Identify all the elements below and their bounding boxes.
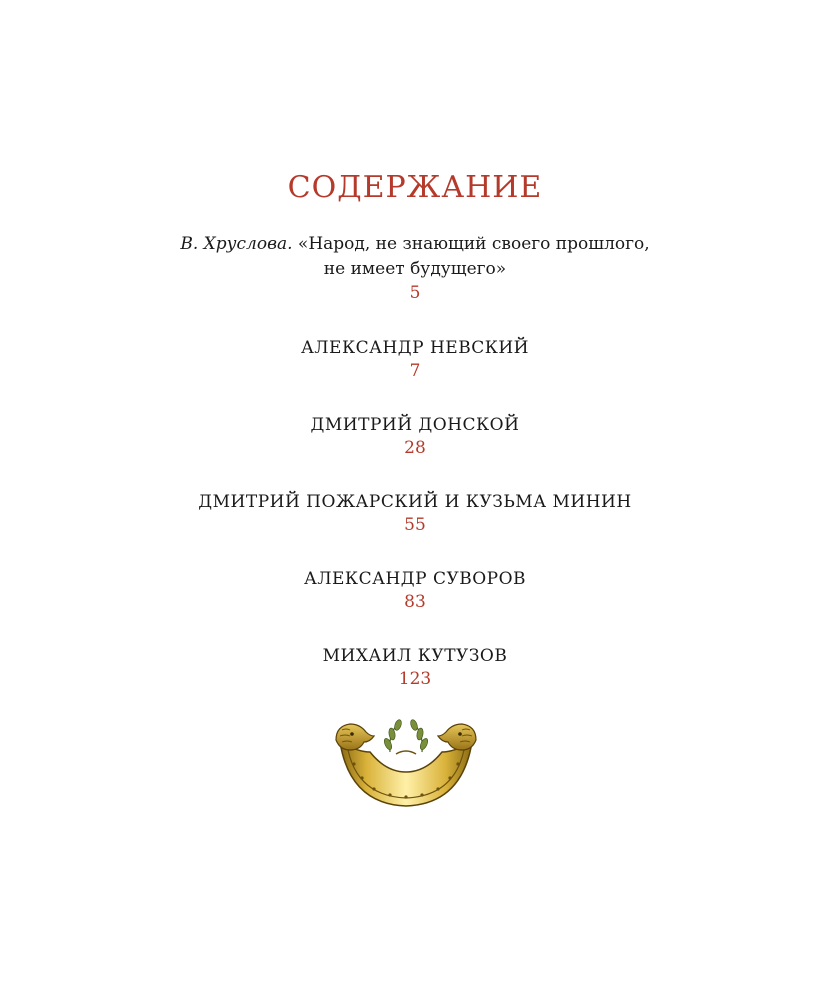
golden-gorget-icon	[330, 712, 482, 812]
toc-entry-page: 55	[404, 515, 426, 535]
intro-line-1	[0, 232, 830, 257]
toc-entry-nevsky[interactable]	[0, 336, 830, 382]
toc-entry-title: АЛЕКСАНДР НЕВСКИЙ	[300, 338, 530, 358]
intro-author: В. Хруслова.	[180, 234, 293, 254]
intro-page-number: 5	[409, 283, 421, 303]
page-title: СОДЕРЖАНИЕ	[287, 170, 543, 205]
toc-entry-title: ДМИТРИЙ ДОНСКОЙ	[310, 415, 520, 435]
toc-entry-kutuzov[interactable]	[0, 644, 830, 690]
intro-quote-line-2: не имеет будущего»	[323, 259, 507, 279]
toc-entry-suvorov[interactable]	[0, 567, 830, 613]
toc-entry-title: ДМИТРИЙ ПОЖАРСКИЙ И КУЗЬМА МИНИН	[198, 492, 632, 512]
toc-entry-page: 123	[398, 669, 432, 689]
toc-entry-title: МИХАИЛ КУТУЗОВ	[322, 646, 508, 666]
toc-entry-page: 7	[409, 361, 421, 381]
intro-quote-line-1: «Народ, не знающий своего прошлого,	[297, 234, 650, 254]
toc-entry-intro[interactable]	[0, 232, 830, 304]
toc-entry-pozharsky-minin[interactable]	[0, 490, 830, 536]
toc-entry-donskoy[interactable]	[0, 413, 830, 459]
toc-entry-page: 28	[404, 438, 426, 458]
toc-entry-title: АЛЕКСАНДР СУВОРОВ	[303, 569, 527, 589]
toc-entry-page: 83	[404, 592, 426, 612]
